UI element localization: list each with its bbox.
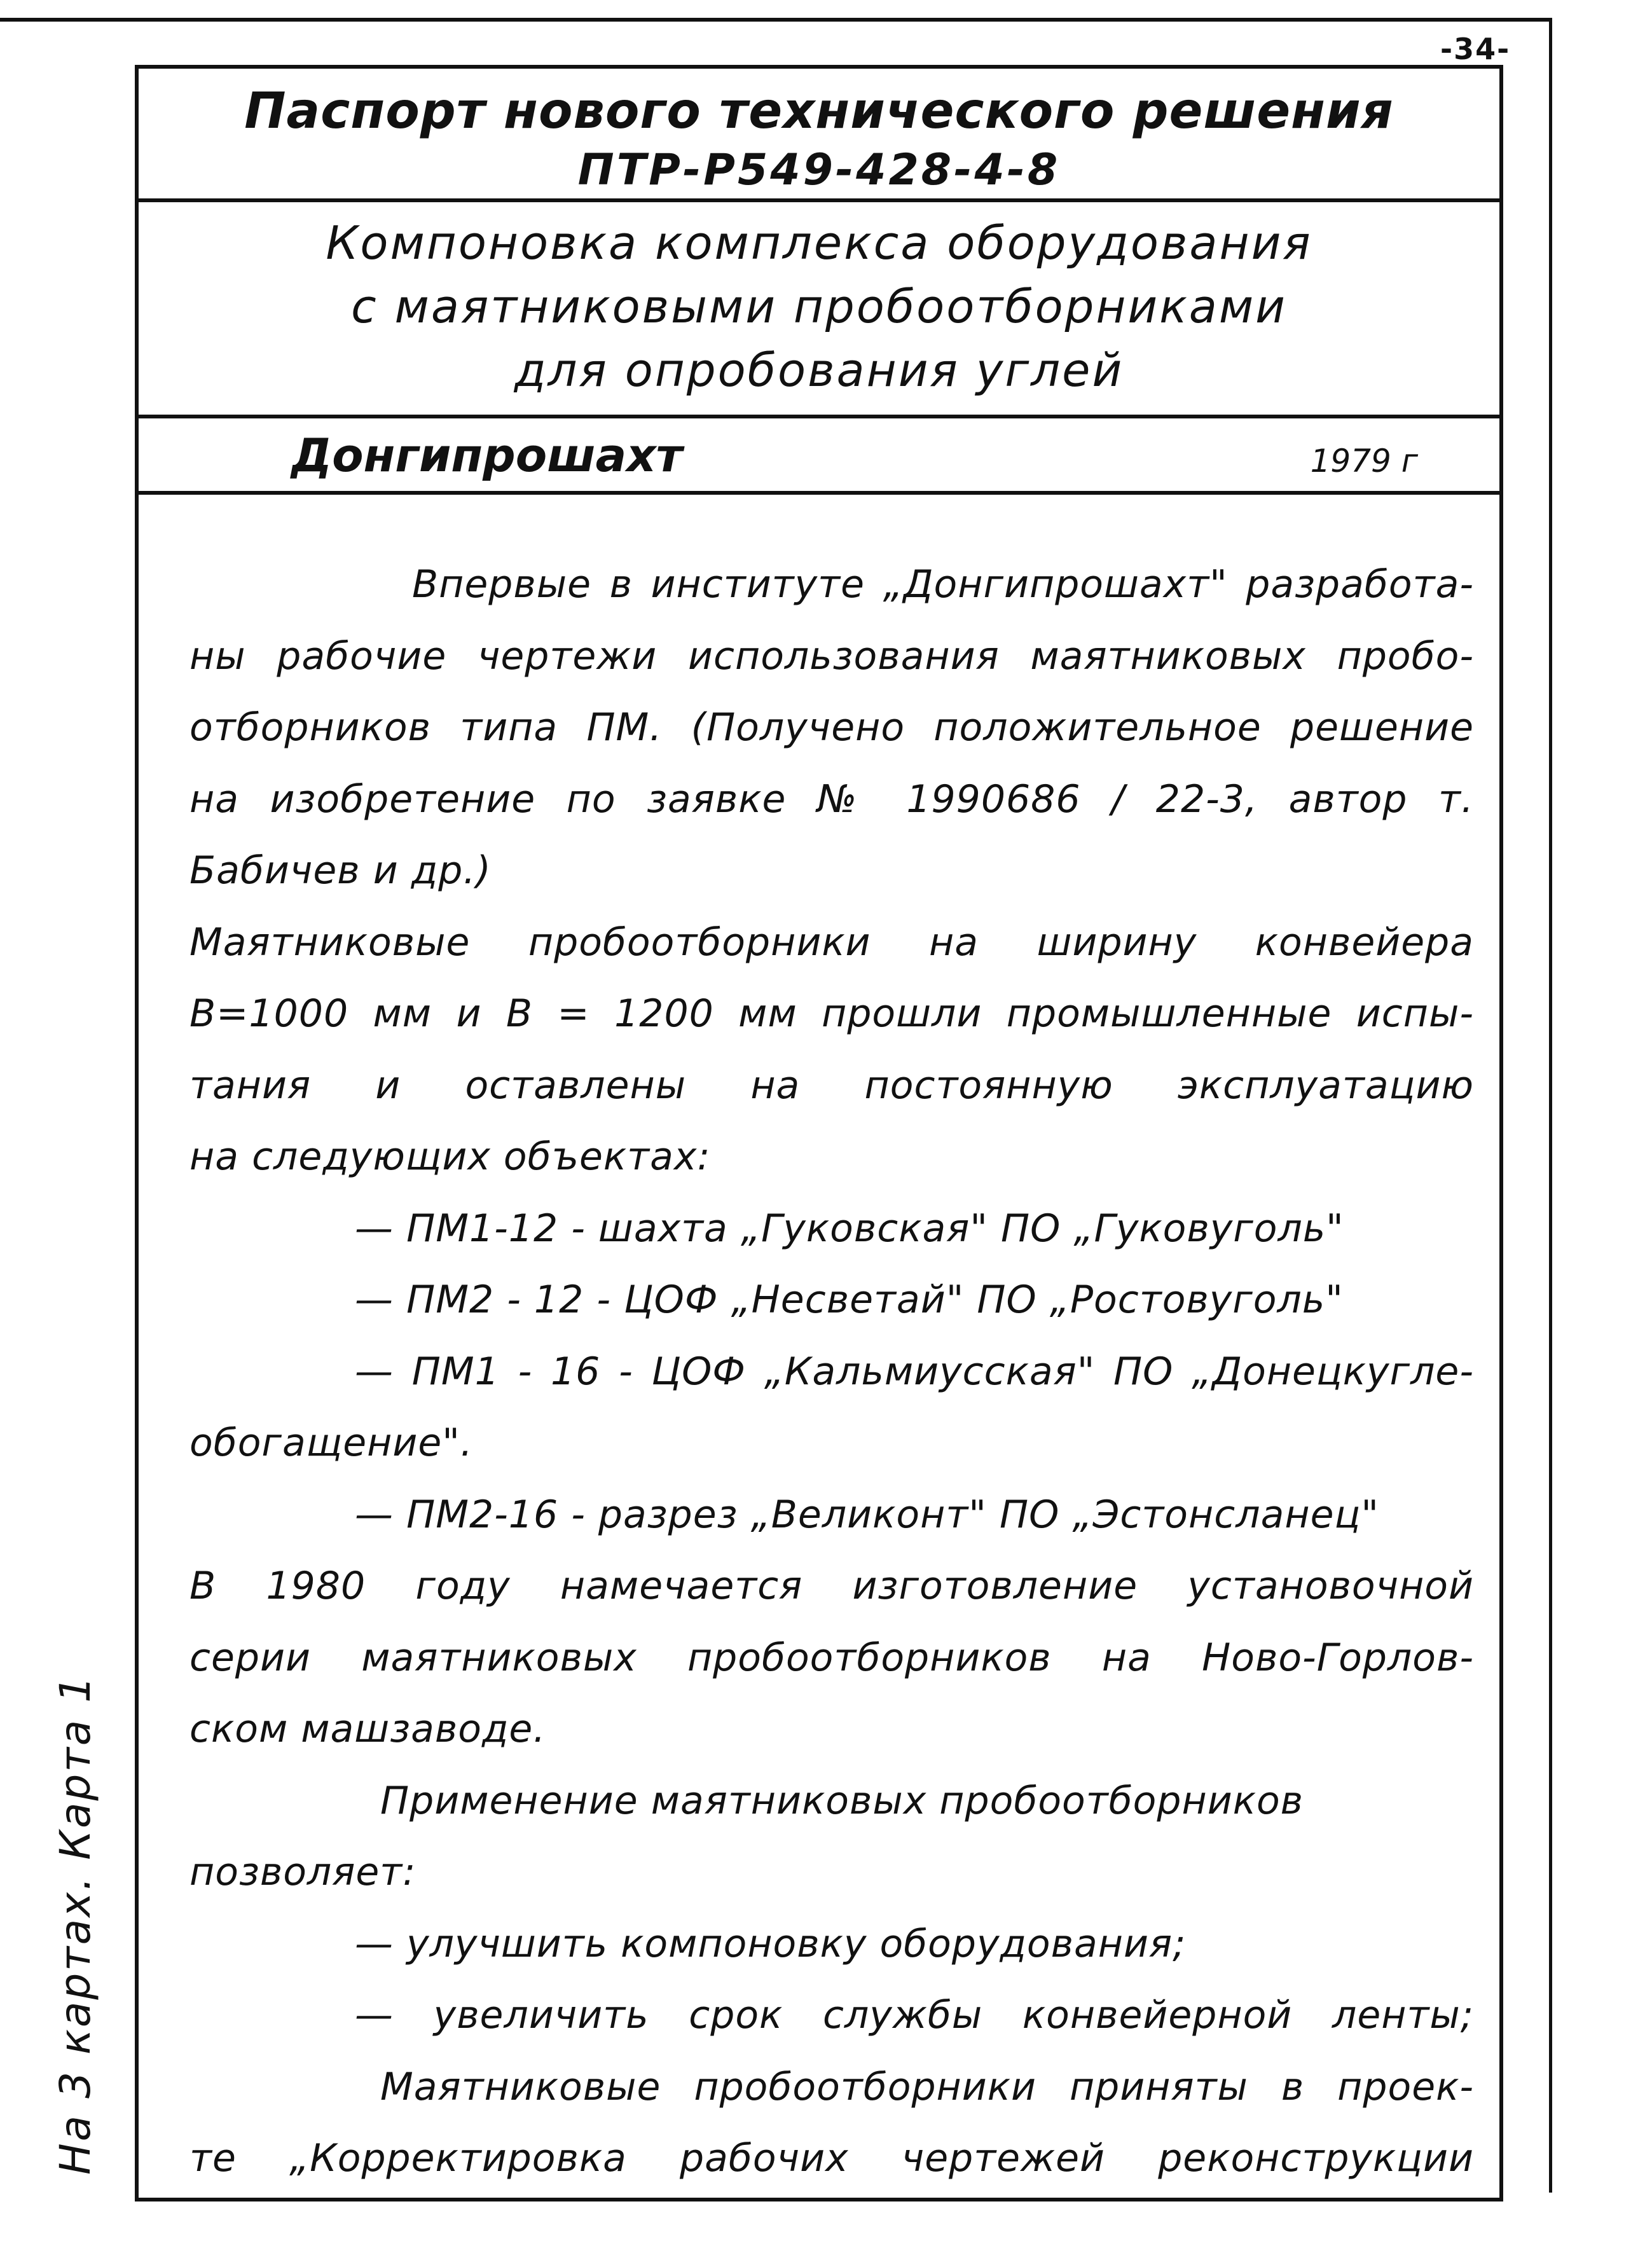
body-line: В=1000 мм и В = 1200 мм прошли промышленные испы- [189, 991, 1474, 1036]
list-item: — ПМ2 - 12 - ЦОФ „Несветай" ПО „Ростовуголь" [355, 1278, 1344, 1322]
organization-block [139, 418, 1499, 495]
title-block [139, 69, 1499, 202]
body-line: на изобретение по заявке № 1990686 / 22-3, автор т. [189, 776, 1474, 822]
subject-line: для опробования углей [514, 343, 1124, 397]
body-line: ском машзаводе. [189, 1707, 546, 1751]
body-line: ны рабочие чертежи использования маятниковых пробо- [189, 633, 1474, 679]
subject-line: Компоновка комплекса оборудования [326, 216, 1312, 270]
document-title: Паспорт нового технического решения [244, 83, 1394, 140]
body-line: обогащение". [189, 1421, 473, 1465]
organization-name: Донгипрошахт [291, 429, 683, 482]
document-frame [135, 65, 1503, 2201]
body-line: Впервые в институте „Донгипрошахт" разработа- [412, 562, 1474, 607]
page-number: -34- [1440, 32, 1511, 66]
body-line: Бабичев и др.) [189, 848, 492, 893]
list-item: — ПМ2-16 - разрез „Великонт" ПО „Эстонсланец" [355, 1492, 1379, 1537]
body-line: те „Корректировка рабочих чертежей реконструкции [189, 2136, 1474, 2181]
body-line: тания и оставлены на постоянную эксплуатацию [189, 1063, 1474, 1108]
body-line: отборников типа ПМ. (Получено положительное решение [189, 705, 1474, 750]
body-line: Маятниковые пробоотборники приняты в проек- [380, 2064, 1474, 2109]
right-rule [1549, 18, 1552, 2193]
body-line: Маятниковые пробоотборники на ширину конвейера [189, 920, 1474, 965]
body-line: на следующих объектах: [189, 1134, 711, 1179]
body-text [189, 549, 1474, 2194]
list-item: — улучшить компоновку оборудования; [355, 1921, 1187, 1966]
body-line: Применение маятниковых пробоотборников [380, 1778, 1304, 1823]
subject-line: с маятниковыми пробоотборниками [351, 280, 1287, 333]
list-item: — ПМ1-12 - шахта „Гуковская" ПО „Гуковуголь" [355, 1206, 1344, 1251]
list-item: — увеличить срок службы конвейерной ленты; [355, 1993, 1474, 2037]
body-line: В 1980 году намечается изготовление установочной [189, 1564, 1474, 1608]
list-item: — ПМ1 - 16 - ЦОФ „Кальмиусская" ПО „Донецкугле- [355, 1349, 1474, 1394]
subject-block [139, 202, 1499, 418]
body-line: серии маятниковых пробоотборников на Ново-Горлов- [189, 1635, 1474, 1680]
document-code: ПТР-Р549-428-4-8 [577, 145, 1061, 195]
top-rule [0, 18, 1552, 22]
organization-year: 1979 г [1310, 443, 1418, 479]
body-line: позволяет: [189, 1850, 416, 1894]
margin-note: На 3 картах. Карта 1 [51, 1674, 100, 2175]
